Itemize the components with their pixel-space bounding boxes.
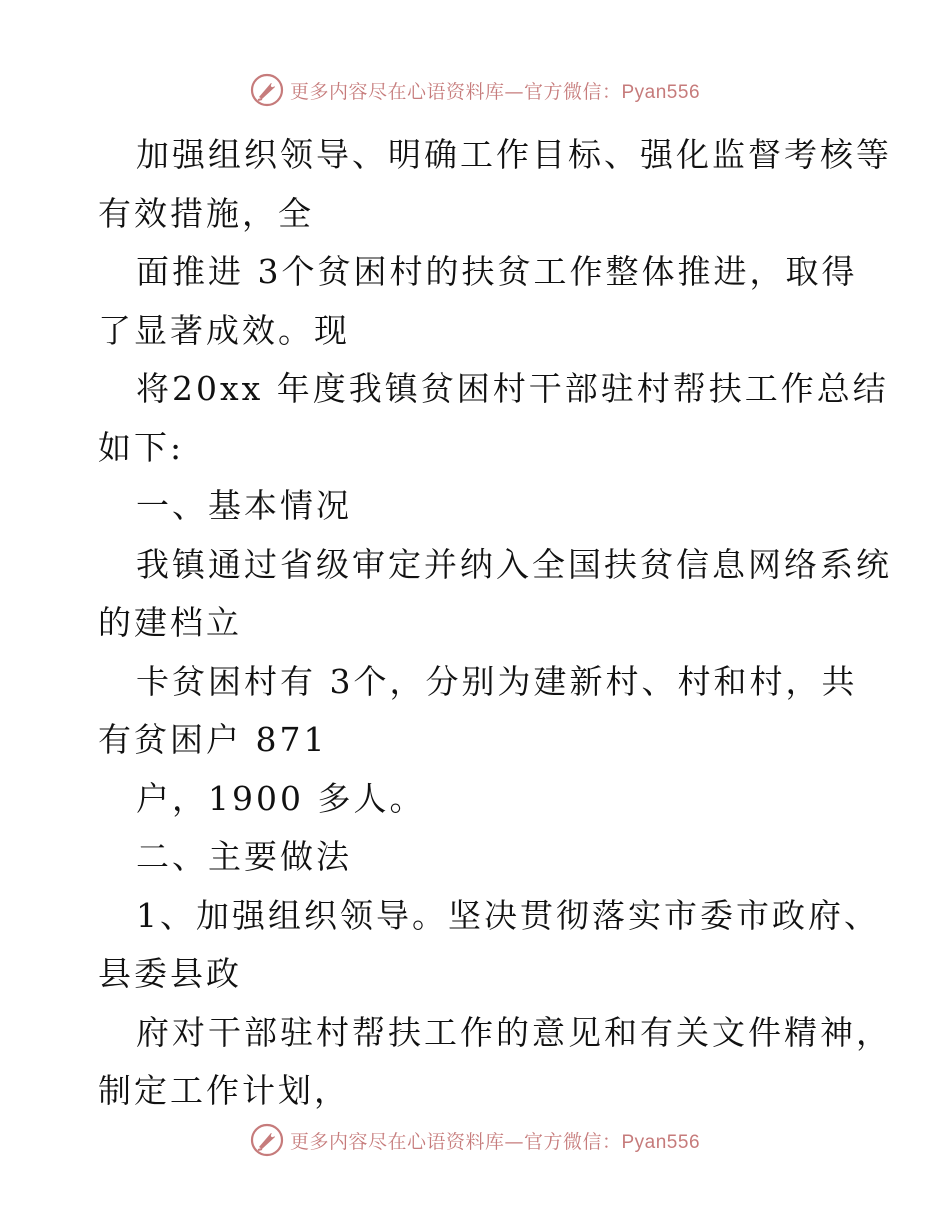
footer-watermark <box>0 1120 950 1160</box>
text-line: 将20xx 年度我镇贫困村干部驻村帮扶工作总结 <box>136 369 889 408</box>
text-line: 县委县政 <box>98 954 242 993</box>
text-line: 户，1900 多人。 <box>136 778 426 818</box>
watermark-wechat-id: Pyan556 <box>621 1131 701 1153</box>
watermark-text: 更多内容尽在心语资料库—官方微信：Pyan556 <box>289 80 701 103</box>
text-line: 我镇通过省级审定并纳入全国扶贫信息网络系统 <box>136 544 892 584</box>
text-line: 面推进 3个贫困村的扶贫工作整体推进，取得 <box>136 252 858 291</box>
text-line: 有贫困户 871 <box>98 720 328 759</box>
document-body <box>98 126 892 1121</box>
text-line: 1、加强组织领导。坚决贯彻落实市委市政府、 <box>136 895 880 935</box>
text-line: 制定工作计划， <box>98 1071 350 1110</box>
text-line: 加强组织领导、明确工作目标、强化监督考核等 <box>136 135 892 174</box>
pen-nib-logo-icon <box>250 1123 284 1157</box>
text-line: 二、主要做法 <box>136 837 352 876</box>
text-line: 有效措施，全 <box>98 193 314 233</box>
text-line: 一、基本情况 <box>136 486 352 525</box>
text-line: 如下: <box>98 427 185 467</box>
text-line: 了显著成效。现 <box>98 310 350 350</box>
watermark-wechat-id: Pyan556 <box>621 81 701 103</box>
header-watermark <box>0 70 950 110</box>
pen-nib-logo-icon <box>250 73 284 107</box>
text-line: 的建档立 <box>98 603 242 642</box>
text-line: 府对干部驻村帮扶工作的意见和有关文件精神， <box>136 1012 892 1052</box>
watermark-text: 更多内容尽在心语资料库—官方微信：Pyan556 <box>289 1130 701 1153</box>
text-line: 卡贫困村有 3个，分别为建新村、村和村，共 <box>136 661 858 701</box>
